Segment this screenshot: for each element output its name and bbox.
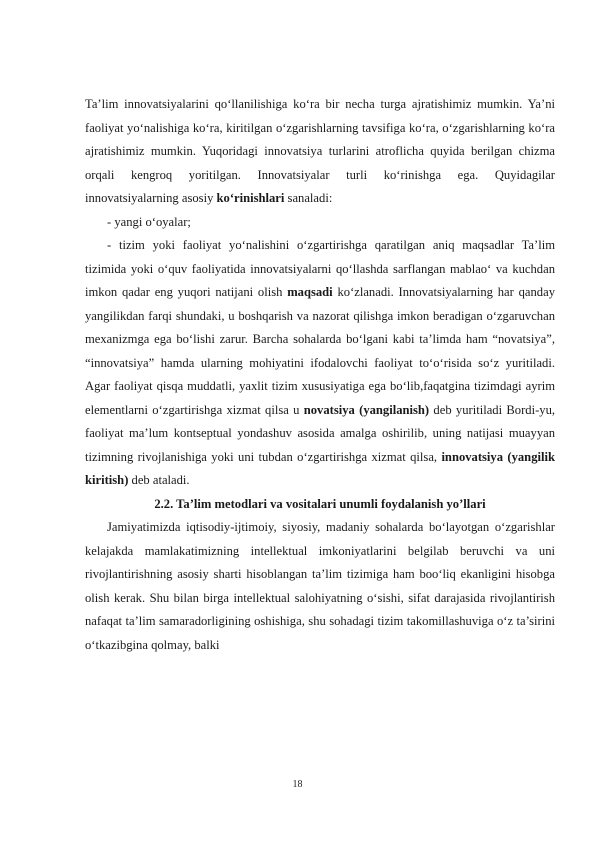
paragraph-text: deb ataladi. bbox=[128, 473, 190, 487]
paragraph-text: - tizim yoki faoliyat yo‘nalishini o‘zgartirishga qaratilgan aniq maqsadlar Ta’lim tizimida yoki o‘quv faoliyatida innovatsiyalarni qo‘llashda sarflangan mablao‘ va kuchdan imkon qadar eng yuqori natijani olish bbox=[85, 238, 555, 299]
page-number: 18 bbox=[292, 779, 303, 790]
paragraph-society-changes: Jamiyatimizda iqtisodiy-ijtimoiy, siyosiy, madaniy sohalarda bo‘layotgan o‘zgarishlar kelajakda mamlakatimizning intellektual imkoniyatlarini belgilab beruvchi va uni rivojlantirishning asosiy sharti hisoblangan ta’lim tizimiga ham boo‘liq ekanligini hisobga olish kerak. Shu bilan birga intellektual salohiyatning o‘sishi, sifat darajasida rivojlantirish nafaqat ta’lim samaradorligining oshishiga, shu sohadagi tizim takomillashuviga o‘z ta’sirini o‘tkazibgina qolmay, balki bbox=[85, 520, 555, 652]
document-page bbox=[85, 93, 555, 657]
bold-term-korinishlari: ko‘rinishlari bbox=[216, 191, 285, 205]
paragraph-text: ko‘zlanadi. Innovatsiyalarning har qanday yangilikdan farqi shundaki, u boshqarish va nazorat qilishga imkon beradigan o‘zgaruvchan mexanizmga ega bo‘lishi zarur. Barcha sohalarda bo‘lgani kabi ta’limda ham “novatsiya”, “innovatsiya” hamda ularning mohiyatini ifodalovchi faoliyat to‘o‘risida so‘z yuritiladi. Agar faoliyat qisqa muddatli, yaxlit tizim xususiyatiga ega bo‘lib,faqatgina tizimdagi ayrim elementlarni o‘zgartirishga xizmat qilsa u bbox=[85, 285, 555, 417]
list-item-new-ideas: - yangi o‘oyalar; bbox=[107, 214, 191, 229]
paragraph-text: deb yuritiladi Bordi-yu, faoliyat ma’lum kontseptual yondashuv asosida amalga oshirilib, uning natijasi muayyan tizimning rivojlanishiga yoki uni tubdan o‘zgartirishga xizmat qilsa, bbox=[85, 402, 556, 464]
bold-term-maqsadi: maqsadi bbox=[287, 285, 333, 299]
section-heading: 2.2. Ta’lim metodlari va vositalari unumli foydalanish yo’llari bbox=[154, 496, 486, 511]
paragraph-goals bbox=[85, 234, 555, 493]
paragraph-innovation-types bbox=[85, 93, 555, 211]
bold-term-innovatsiya: innovatsiya (yangilik kiritish) bbox=[85, 449, 555, 487]
bold-term-novatsiya: novatsiya (yangilanish) bbox=[303, 402, 430, 417]
paragraph-text: sanaladi: bbox=[284, 191, 333, 205]
paragraph-text: Ta’lim innovatsiyalarini qo‘llanilishiga ko‘ra bir necha turga ajratishimiz mumkin. Ya’ni faoliyat yo‘nalishiga ko‘ra, kiritilgan o‘zgarishlarning tavsifiga ko‘ra, o‘zgarishlarning ko‘ra ajratishimiz mumkin. Yuqoridagi innovatsiya turlarini atroflicha quyida berilgan chizma orqali kengroq yoritilgan. Innovatsiyalar turli ko‘rinishga ega. Quyidagilar innovatsiyalarning asosiy bbox=[85, 97, 555, 205]
